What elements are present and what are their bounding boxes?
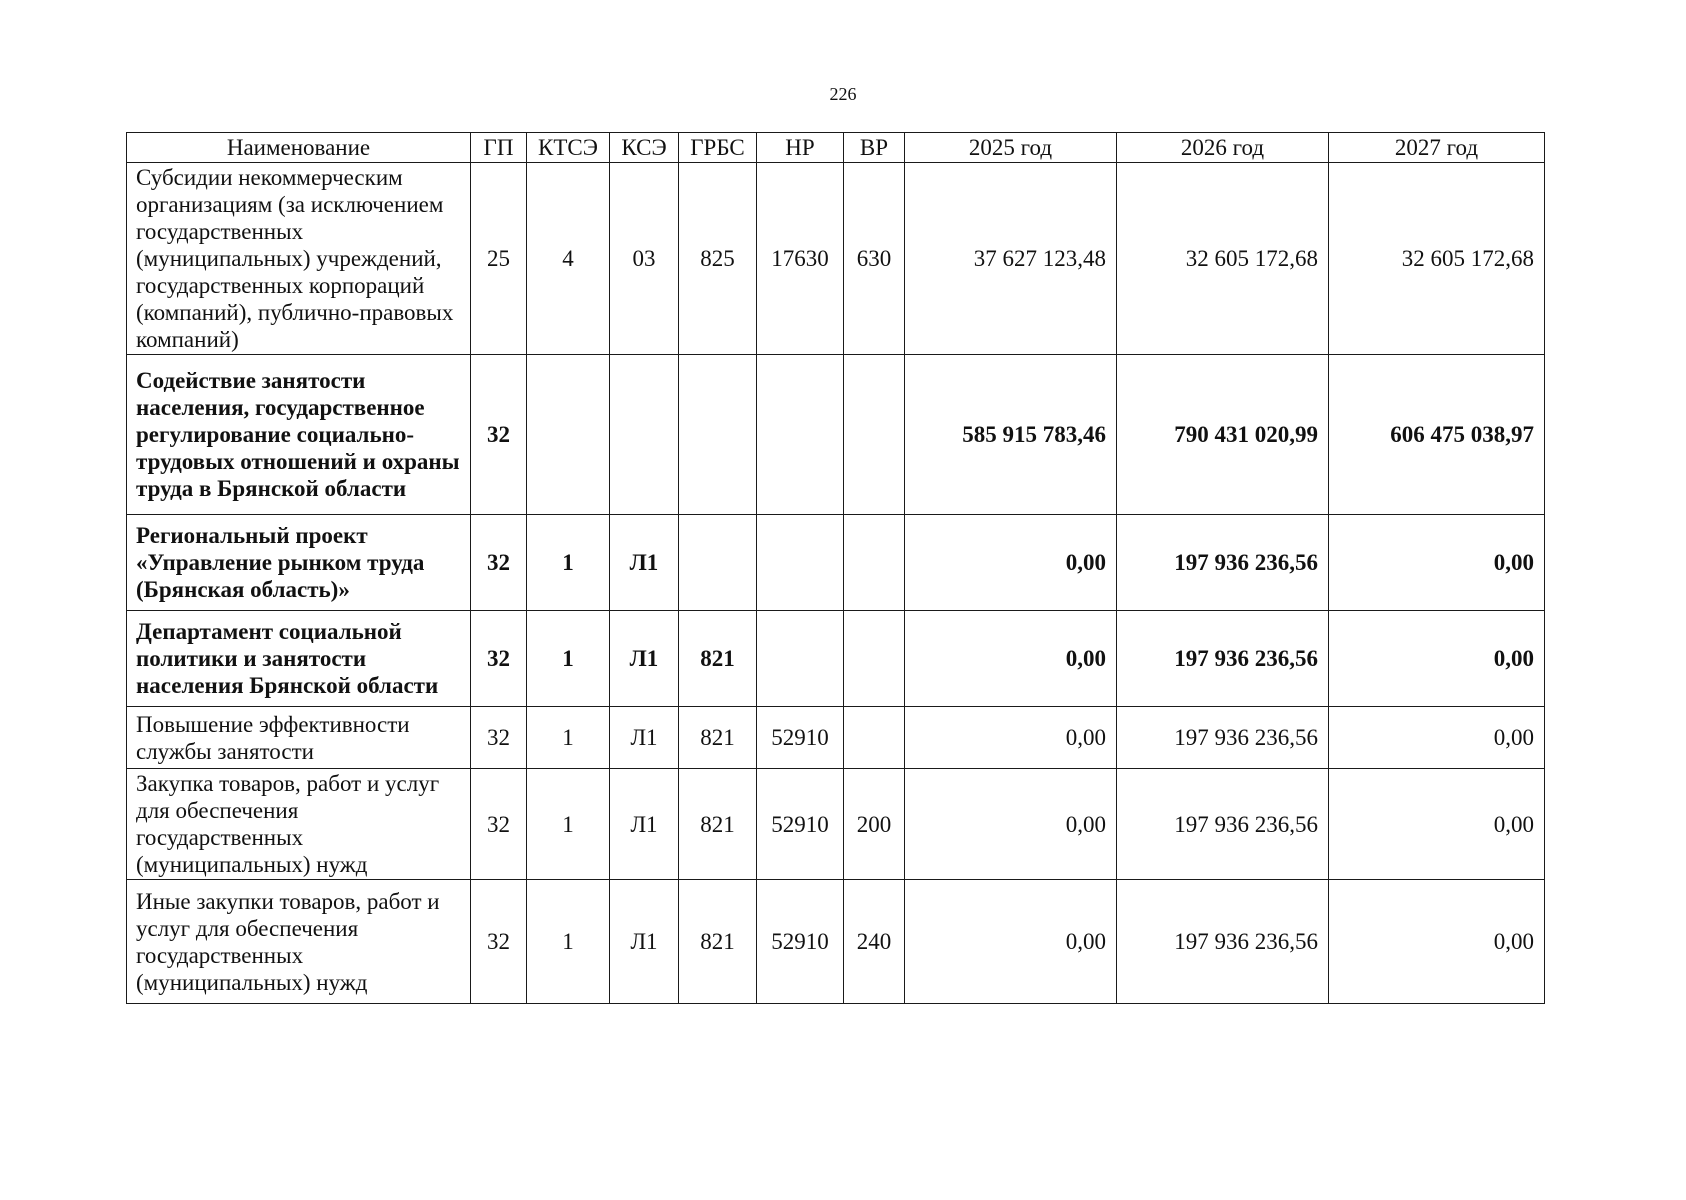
table-row [127,769,1545,880]
row-kse: Л1 [610,515,679,611]
header-gp: ГП [471,133,527,163]
page-number: 226 [829,84,857,104]
row-name: Закупка товаров, работ и услуг для обеспечения государственных (муниципальных) нужд [127,769,471,880]
row-ktse: 1 [527,707,610,769]
row-vr [844,611,905,707]
row-nr: 52910 [757,707,844,769]
row-ktse: 4 [527,163,610,355]
header-vr: ВР [844,133,905,163]
row-kse: Л1 [610,611,679,707]
row-ktse: 1 [527,515,610,611]
table-row [127,355,1545,515]
row-name: Департамент социальной политики и занятости населения Брянской области [127,611,471,707]
row-amount-2025: 0,00 [905,769,1117,880]
header-kse: КСЭ [610,133,679,163]
table-row [127,163,1545,355]
row-amount-2027: 0,00 [1329,880,1545,1004]
header-nr: НР [757,133,844,163]
row-nr: 52910 [757,880,844,1004]
row-amount-2026: 790 431 020,99 [1117,355,1329,515]
row-amount-2025: 0,00 [905,611,1117,707]
row-nr: 52910 [757,769,844,880]
row-ktse: 1 [527,880,610,1004]
header-2027: 2027 год [1329,133,1545,163]
table-header-row [127,133,1545,163]
row-gp: 32 [471,355,527,515]
row-name: Иные закупки товаров, работ и услуг для обеспечения государственных (муниципальных) нужд [127,880,471,1004]
row-kse: Л1 [610,769,679,880]
row-grbs: 821 [679,611,757,707]
row-gp: 32 [471,515,527,611]
row-amount-2025: 0,00 [905,515,1117,611]
row-kse [610,355,679,515]
row-kse: 03 [610,163,679,355]
row-name: Субсидии некоммерческим организациям (за исключением государственных (муниципальных) учреждений, государственных корпораций (компаний), публично-правовых компаний) [127,163,471,355]
row-amount-2025: 585 915 783,46 [905,355,1117,515]
row-amount-2027: 32 605 172,68 [1329,163,1545,355]
row-kse: Л1 [610,880,679,1004]
row-grbs: 821 [679,880,757,1004]
row-amount-2026: 197 936 236,56 [1117,611,1329,707]
row-vr: 200 [844,769,905,880]
header-name: Наименование [127,133,471,163]
row-amount-2027: 0,00 [1329,769,1545,880]
row-nr [757,355,844,515]
header-ktse: КТСЭ [527,133,610,163]
row-ktse: 1 [527,611,610,707]
table-row [127,707,1545,769]
row-vr: 630 [844,163,905,355]
row-vr [844,515,905,611]
row-amount-2026: 197 936 236,56 [1117,515,1329,611]
row-vr [844,355,905,515]
row-vr [844,707,905,769]
row-gp: 32 [471,611,527,707]
table-row [127,515,1545,611]
row-gp: 32 [471,880,527,1004]
header-2026: 2026 год [1117,133,1329,163]
row-amount-2025: 0,00 [905,707,1117,769]
row-gp: 32 [471,707,527,769]
budget-table [126,132,1545,1004]
row-gp: 32 [471,769,527,880]
row-name: Содействие занятости населения, государственное регулирование социально-трудовых отношений и охраны труда в Брянской области [127,355,471,515]
row-amount-2027: 0,00 [1329,611,1545,707]
row-name: Повышение эффективности службы занятости [127,707,471,769]
row-grbs: 821 [679,707,757,769]
row-grbs [679,515,757,611]
row-amount-2025: 37 627 123,48 [905,163,1117,355]
header-2025: 2025 год [905,133,1117,163]
row-grbs: 825 [679,163,757,355]
row-vr: 240 [844,880,905,1004]
row-amount-2027: 0,00 [1329,707,1545,769]
table-row [127,880,1545,1004]
row-amount-2026: 197 936 236,56 [1117,769,1329,880]
row-ktse [527,355,610,515]
row-amount-2025: 0,00 [905,880,1117,1004]
row-amount-2026: 197 936 236,56 [1117,880,1329,1004]
row-amount-2027: 0,00 [1329,515,1545,611]
row-gp: 25 [471,163,527,355]
row-nr [757,611,844,707]
row-name: Региональный проект «Управление рынком труда (Брянская область)» [127,515,471,611]
row-amount-2026: 197 936 236,56 [1117,707,1329,769]
row-amount-2026: 32 605 172,68 [1117,163,1329,355]
header-grbs: ГРБС [679,133,757,163]
row-ktse: 1 [527,769,610,880]
row-amount-2027: 606 475 038,97 [1329,355,1545,515]
table-row [127,611,1545,707]
row-grbs: 821 [679,769,757,880]
row-nr: 17630 [757,163,844,355]
row-nr [757,515,844,611]
row-kse: Л1 [610,707,679,769]
row-grbs [679,355,757,515]
